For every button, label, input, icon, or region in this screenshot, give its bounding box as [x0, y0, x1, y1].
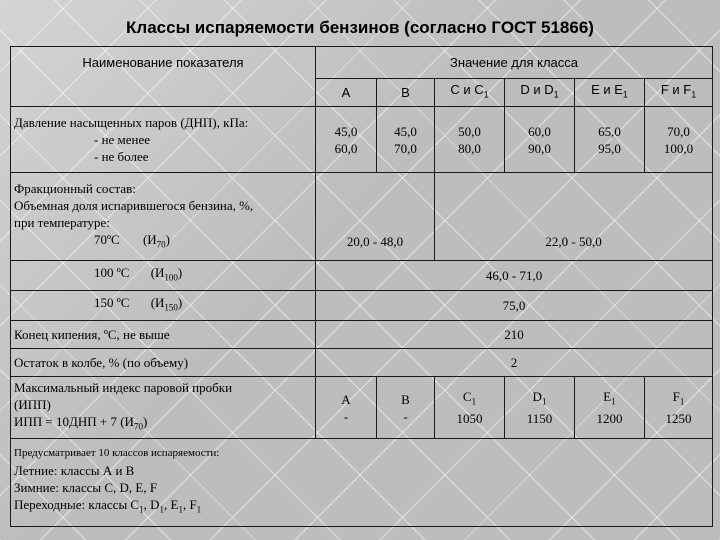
- vli-cell-d: $D_1$ 1150: [505, 377, 575, 439]
- pressure-cell-e: 65,0 95,0: [575, 107, 645, 173]
- fraction-label: Фракционный состав: Объемная доля испарившегося бензина, %, при температуре: 70ºС $(И_{70})$: [11, 173, 316, 261]
- residue-row: [11, 349, 713, 377]
- vli-cell-b: B -: [377, 377, 435, 439]
- pressure-cell-f: 70,0 100,0: [645, 107, 713, 173]
- vli-cell-e: $E_1$ 1200: [575, 377, 645, 439]
- header-row: [11, 47, 713, 79]
- fraction-100-value: 46,0 - 71,0: [316, 261, 713, 291]
- fraction-100-label: 100 ºС $(И_{100})$: [11, 261, 316, 291]
- class-header-e: E и $E_1$: [575, 79, 645, 107]
- fraction-150-row: [11, 291, 713, 321]
- pressure-label: Давление насыщенных паров (ДНП), кПа: - не менее - не более: [11, 107, 316, 173]
- fraction-150-value: 75,0: [316, 291, 713, 321]
- vli-cell-f: $F_1$ 1250: [645, 377, 713, 439]
- vli-cell-c: $C_1$ 1050: [435, 377, 505, 439]
- class-header-b: B: [377, 79, 435, 107]
- notes-row: [11, 439, 713, 527]
- fraction-70-value-ab: 20,0 - 48,0: [316, 173, 435, 261]
- fraction-70-value-cf: 22,0 - 50,0: [435, 173, 713, 261]
- boiling-end-label: Конец кипения, ºС, не выше: [11, 321, 316, 349]
- vli-cell-a: A -: [316, 377, 377, 439]
- indicator-header: Наименование показателя: [11, 47, 316, 107]
- residue-label: Остаток в колбе, % (по объему): [11, 349, 316, 377]
- class-header-d: D и $D_1$: [505, 79, 575, 107]
- vli-row: [11, 377, 713, 439]
- fraction-100-row: [11, 261, 713, 291]
- fraction-70-row: [11, 173, 713, 261]
- class-header-f: F и $F_1$: [645, 79, 713, 107]
- boiling-end-value: 210: [316, 321, 713, 349]
- pressure-cell-d: 60,0 90,0: [505, 107, 575, 173]
- pressure-cell-b: 45,0 70,0: [377, 107, 435, 173]
- volatility-classes-table: [10, 46, 713, 527]
- pressure-row: [11, 107, 713, 173]
- residue-value: 2: [316, 349, 713, 377]
- pressure-cell-c: 50,0 80,0: [435, 107, 505, 173]
- page-title: Классы испаряемости бензинов (согласно ГОСТ 51866): [126, 18, 594, 37]
- boiling-end-row: [11, 321, 713, 349]
- pressure-cell-a: 45,0 60,0: [316, 107, 377, 173]
- class-header-c: C и $C_1$: [435, 79, 505, 107]
- class-header-a: A: [316, 79, 377, 107]
- notes-cell: Предусматривает 10 классов испаряемости: Летние: классы А и В Зимние: классы C, D, E, F Переходные: классы $C_1$, $D_1$, $E_1$, $F_1$: [11, 439, 713, 527]
- vli-label: Максимальный индекс паровой пробки (ИПП) ИПП = 10ДНП + 7 $(И_{70})$: [11, 377, 316, 439]
- fraction-150-label: 150 ºС $(И_{150})$: [11, 291, 316, 321]
- class-value-header: Значение для класса: [316, 47, 713, 79]
